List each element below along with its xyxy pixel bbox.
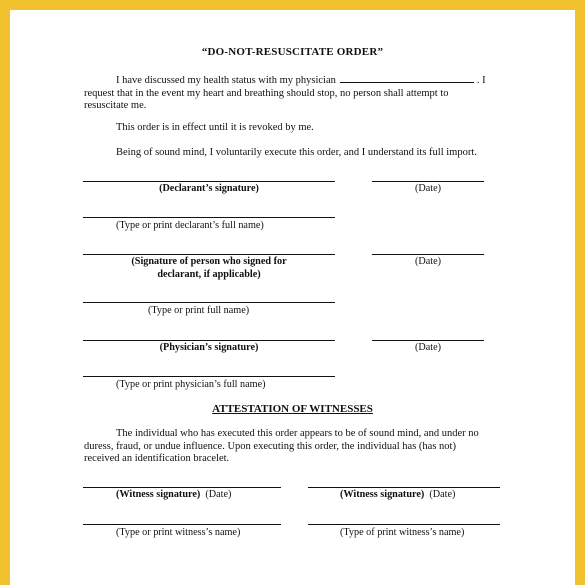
declarant-signature-caption: (Declarant’s signature) bbox=[159, 183, 259, 194]
intro-text-before: I have discussed my health status with my physician bbox=[116, 75, 336, 86]
witness2-signature-line[interactable] bbox=[308, 487, 500, 488]
physician-signature-line[interactable] bbox=[83, 340, 335, 341]
other-signer-caption-line2: declarant, if applicable) bbox=[157, 268, 261, 280]
declarant-name-caption: (Type or print declarant’s full name) bbox=[116, 220, 264, 231]
attestation-heading: ATTESTATION OF WITNESSES bbox=[212, 403, 373, 415]
other-signer-caption bbox=[83, 256, 335, 281]
physician-name-line[interactable] bbox=[83, 376, 335, 377]
intro-text-after: . I bbox=[476, 75, 486, 86]
witness2-signature-caption bbox=[340, 489, 455, 502]
attestation-text: The individual who has executed this order appears to be of sound mind, and under no duress, fraud, or undue influence. Upon executing this order, the individual has (has not) received an identification bracelet. bbox=[84, 428, 479, 464]
physician-date-caption: (Date) bbox=[414, 342, 442, 353]
intro-text-continued: request that in the event my heart and breathing should stop, no person shall attempt to resuscitate me. bbox=[84, 87, 449, 111]
witness1-signature-label: (Witness signature) bbox=[116, 489, 201, 500]
witness1-date-label: (Date) bbox=[205, 489, 232, 500]
witness2-date-label: (Date) bbox=[429, 489, 456, 500]
other-signer-caption-line1: (Signature of person who signed for bbox=[131, 256, 287, 267]
physician-name-caption: (Type or print physician’s full name) bbox=[116, 379, 266, 390]
physician-date-line[interactable] bbox=[372, 340, 484, 341]
witness1-name-line[interactable] bbox=[83, 524, 281, 525]
intro-paragraph bbox=[84, 73, 494, 113]
witness2-signature-label: (Witness signature) bbox=[340, 489, 425, 500]
witness1-name-caption: (Type or print witness’s name) bbox=[116, 527, 241, 538]
physician-name-line[interactable] bbox=[340, 73, 474, 83]
declarant-date-caption: (Date) bbox=[414, 183, 442, 194]
witness1-signature-line[interactable] bbox=[83, 487, 281, 488]
effect-text: This order is in effect until it is revoked by me. bbox=[116, 122, 314, 133]
declarant-date-line[interactable] bbox=[372, 181, 484, 182]
other-signer-date-line[interactable] bbox=[372, 254, 484, 255]
document-page bbox=[10, 10, 575, 585]
full-name-line[interactable] bbox=[83, 302, 335, 303]
full-name-caption: (Type or print full name) bbox=[148, 305, 250, 316]
document-title: “DO-NOT-RESUSCITATE ORDER” bbox=[201, 46, 384, 58]
sound-mind-text: Being of sound mind, I voluntarily execute this order, and I understand its full import. bbox=[116, 147, 477, 158]
witness1-signature-caption bbox=[116, 489, 231, 502]
physician-signature-caption: (Physician’s signature) bbox=[159, 342, 259, 353]
witness2-name-caption: (Type of print witness’s name) bbox=[340, 527, 465, 538]
witness2-name-line[interactable] bbox=[308, 524, 500, 525]
declarant-name-line[interactable] bbox=[83, 217, 335, 218]
other-signer-date-caption: (Date) bbox=[414, 256, 442, 267]
declarant-signature-line[interactable] bbox=[83, 181, 335, 182]
other-signer-signature-line[interactable] bbox=[83, 254, 335, 255]
